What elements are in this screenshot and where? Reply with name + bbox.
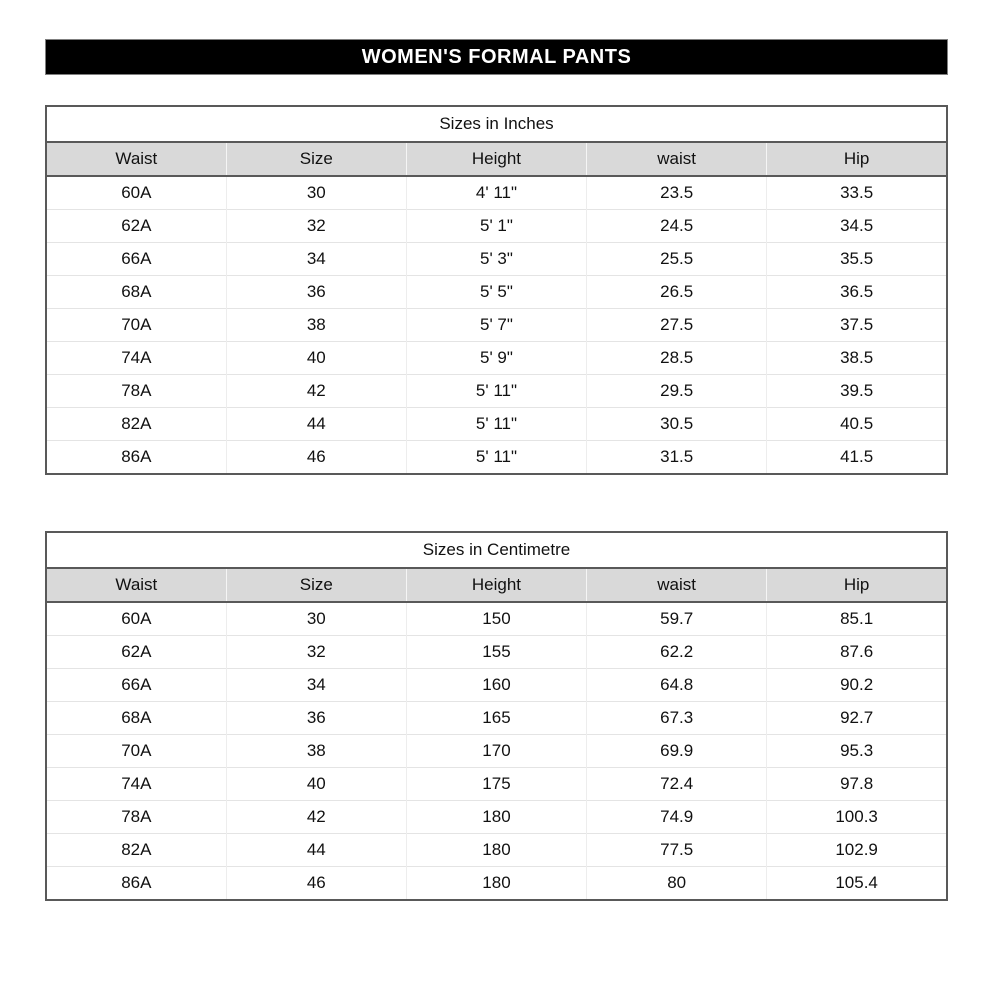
cell: 24.5 xyxy=(587,210,767,243)
cell: 31.5 xyxy=(587,441,767,475)
table-row xyxy=(46,309,947,342)
cell: 44 xyxy=(226,834,406,867)
sizes-in-centimetre-table xyxy=(45,531,948,901)
table-row xyxy=(46,375,947,408)
cell: 97.8 xyxy=(767,768,947,801)
cell: 74.9 xyxy=(587,801,767,834)
cell: 85.1 xyxy=(767,602,947,636)
table-row xyxy=(46,669,947,702)
cell: 175 xyxy=(406,768,586,801)
table-row xyxy=(46,867,947,901)
table-row xyxy=(46,243,947,276)
cell: 68A xyxy=(46,702,226,735)
cell: 5' 7" xyxy=(406,309,586,342)
table-row xyxy=(46,834,947,867)
cell: 5' 3" xyxy=(406,243,586,276)
cell: 36.5 xyxy=(767,276,947,309)
column-header: Hip xyxy=(767,142,947,176)
cell: 25.5 xyxy=(587,243,767,276)
cell: 30.5 xyxy=(587,408,767,441)
cell: 74A xyxy=(46,768,226,801)
cell: 180 xyxy=(406,801,586,834)
cell: 60A xyxy=(46,602,226,636)
cell: 180 xyxy=(406,867,586,901)
cell: 87.6 xyxy=(767,636,947,669)
cell: 150 xyxy=(406,602,586,636)
column-header: Height xyxy=(406,142,586,176)
cell: 42 xyxy=(226,801,406,834)
cell: 100.3 xyxy=(767,801,947,834)
column-header: Hip xyxy=(767,568,947,602)
cell: 29.5 xyxy=(587,375,767,408)
cell: 34.5 xyxy=(767,210,947,243)
cell: 30 xyxy=(226,602,406,636)
table-row xyxy=(46,176,947,210)
sizes-in-inches-table xyxy=(45,105,948,475)
cell: 70A xyxy=(46,735,226,768)
cell: 38 xyxy=(226,735,406,768)
table-row xyxy=(46,408,947,441)
cell: 90.2 xyxy=(767,669,947,702)
table-row xyxy=(46,602,947,636)
table-row xyxy=(46,342,947,375)
table-row xyxy=(46,210,947,243)
cell: 59.7 xyxy=(587,602,767,636)
cell: 44 xyxy=(226,408,406,441)
cell: 62.2 xyxy=(587,636,767,669)
cell: 74A xyxy=(46,342,226,375)
cell: 33.5 xyxy=(767,176,947,210)
cell: 32 xyxy=(226,210,406,243)
cell: 155 xyxy=(406,636,586,669)
cell: 36 xyxy=(226,702,406,735)
cell: 78A xyxy=(46,801,226,834)
cell: 46 xyxy=(226,441,406,475)
column-header: Height xyxy=(406,568,586,602)
cell: 40 xyxy=(226,342,406,375)
cell: 37.5 xyxy=(767,309,947,342)
cell: 82A xyxy=(46,408,226,441)
cell: 5' 1" xyxy=(406,210,586,243)
table-row xyxy=(46,735,947,768)
cell: 62A xyxy=(46,210,226,243)
cell: 38.5 xyxy=(767,342,947,375)
table-row xyxy=(46,801,947,834)
cell: 34 xyxy=(226,669,406,702)
column-header: waist xyxy=(587,568,767,602)
cell: 5' 11" xyxy=(406,375,586,408)
column-header: Size xyxy=(226,568,406,602)
cell: 5' 9" xyxy=(406,342,586,375)
column-header: Waist xyxy=(46,568,226,602)
table-row xyxy=(46,276,947,309)
cell: 5' 11" xyxy=(406,441,586,475)
cell: 28.5 xyxy=(587,342,767,375)
column-header: waist xyxy=(587,142,767,176)
page-title: WOMEN'S FORMAL PANTS xyxy=(361,45,632,68)
column-header: Size xyxy=(226,142,406,176)
cell: 26.5 xyxy=(587,276,767,309)
cell: 5' 5" xyxy=(406,276,586,309)
cell: 42 xyxy=(226,375,406,408)
table-row xyxy=(46,702,947,735)
cell: 66A xyxy=(46,243,226,276)
cell: 30 xyxy=(226,176,406,210)
title-banner xyxy=(45,39,948,75)
cell: 60A xyxy=(46,176,226,210)
cell: 69.9 xyxy=(587,735,767,768)
cell: 78A xyxy=(46,375,226,408)
cell: 86A xyxy=(46,441,226,475)
table-title: Sizes in Inches xyxy=(46,106,947,142)
table-title: Sizes in Centimetre xyxy=(46,532,947,568)
cell: 70A xyxy=(46,309,226,342)
cell: 46 xyxy=(226,867,406,901)
cell: 170 xyxy=(406,735,586,768)
cell: 82A xyxy=(46,834,226,867)
cell: 92.7 xyxy=(767,702,947,735)
table-header-row xyxy=(46,142,947,176)
cell: 35.5 xyxy=(767,243,947,276)
cell: 72.4 xyxy=(587,768,767,801)
cell: 68A xyxy=(46,276,226,309)
table-row xyxy=(46,636,947,669)
cell: 66A xyxy=(46,669,226,702)
cell: 62A xyxy=(46,636,226,669)
cell: 23.5 xyxy=(587,176,767,210)
cell: 5' 11" xyxy=(406,408,586,441)
cell: 34 xyxy=(226,243,406,276)
cell: 86A xyxy=(46,867,226,901)
cell: 160 xyxy=(406,669,586,702)
cell: 40 xyxy=(226,768,406,801)
table-row xyxy=(46,768,947,801)
cell: 38 xyxy=(226,309,406,342)
cell: 40.5 xyxy=(767,408,947,441)
cell: 165 xyxy=(406,702,586,735)
cell: 41.5 xyxy=(767,441,947,475)
table-header-row xyxy=(46,568,947,602)
cell: 95.3 xyxy=(767,735,947,768)
cell: 64.8 xyxy=(587,669,767,702)
cell: 4' 11" xyxy=(406,176,586,210)
column-header: Waist xyxy=(46,142,226,176)
table-row xyxy=(46,441,947,475)
cell: 39.5 xyxy=(767,375,947,408)
cell: 77.5 xyxy=(587,834,767,867)
table-title-row xyxy=(46,532,947,568)
cell: 32 xyxy=(226,636,406,669)
cell: 180 xyxy=(406,834,586,867)
cell: 27.5 xyxy=(587,309,767,342)
cell: 105.4 xyxy=(767,867,947,901)
cell: 67.3 xyxy=(587,702,767,735)
table-title-row xyxy=(46,106,947,142)
cell: 36 xyxy=(226,276,406,309)
cell: 102.9 xyxy=(767,834,947,867)
cell: 80 xyxy=(587,867,767,901)
